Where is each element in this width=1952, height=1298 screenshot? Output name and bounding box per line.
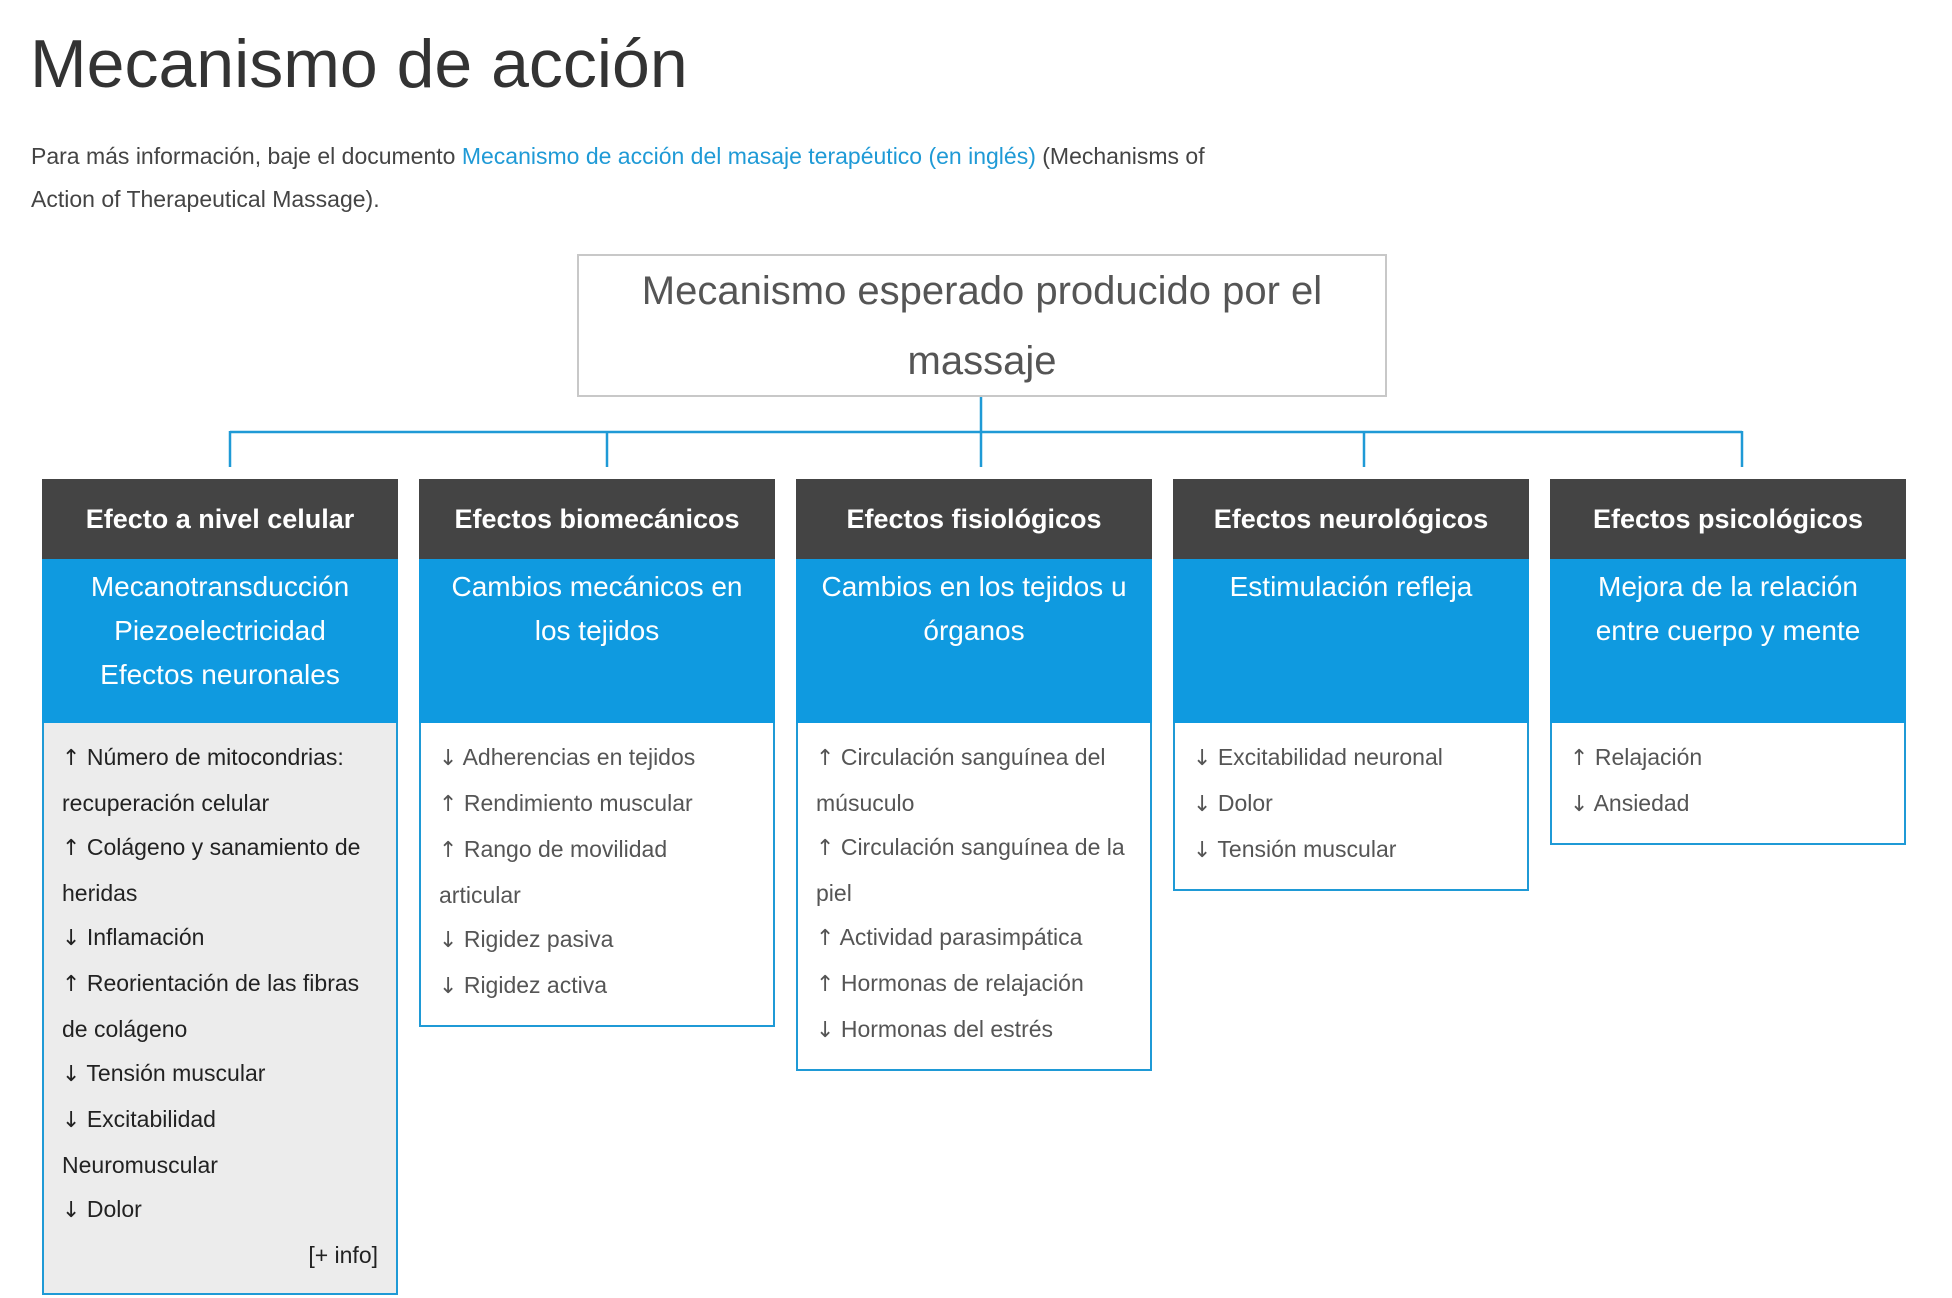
column-subtitle [1173,559,1529,723]
list-item-text: Número de mitocondrias: recuperación celular [62,744,344,816]
list-item-text: Excitabilidad Neuromuscular [62,1106,218,1178]
list-item [439,963,755,1009]
column-header: Efectos fisiológicos [796,479,1152,559]
list-item-text: Relajación [1594,744,1703,770]
list-item-text: Circulación sanguínea de la piel [816,834,1125,906]
subtitle-line: Estimulación refleja [1229,571,1473,602]
column-effects-list [42,723,398,1295]
list-item-text: Tensión muscular [86,1060,266,1086]
arrow-up-icon: ↑ [816,926,835,951]
list-item-text: Rigidez pasiva [463,926,614,952]
list-item [62,915,378,961]
subtitle-line: Mejora de la relación entre cuerpo y mente [1595,571,1861,646]
list-item-text: Tensión muscular [1217,836,1397,862]
arrow-down-icon: ↓ [1193,792,1212,817]
arrow-down-icon: ↓ [439,974,458,999]
column-subtitle [419,559,775,723]
arrow-up-icon: ↑ [439,792,458,817]
list-item [62,1097,378,1187]
arrow-up-icon: ↑ [62,836,81,861]
root-node [577,254,1387,397]
list-item [816,915,1132,961]
column-header: Efectos neurológicos [1173,479,1529,559]
arrow-up-icon: ↑ [62,746,81,771]
list-item [816,961,1132,1007]
list-item [62,1051,378,1097]
arrow-down-icon: ↓ [62,1108,81,1133]
list-item [1193,827,1509,873]
column-physiological [796,479,1152,1071]
list-item [1193,781,1509,827]
arrow-down-icon: ↓ [816,1018,835,1043]
list-item [1193,735,1509,781]
more-info-link[interactable]: [+ info] [308,1242,378,1268]
list-item [816,825,1132,915]
list-item [62,1187,378,1233]
list-item-text: Dolor [1217,790,1273,816]
list-item [1570,781,1886,827]
arrow-up-icon: ↑ [62,972,81,997]
list-item-text: Inflamación [86,924,205,950]
root-node-label: Mecanismo esperado producido por el massaje [641,268,1323,383]
intro-text-after: (Mechanisms of Action of Therapeutical Massage). [31,143,1205,212]
list-item [439,827,755,917]
arrow-down-icon: ↓ [1193,838,1212,863]
intro-paragraph [31,135,1261,221]
subtitle-line: Piezoelectricidad [114,615,326,646]
list-item-text: Hormonas de relajación [840,970,1084,996]
list-item-text: Rendimiento muscular [463,790,693,816]
column-subtitle [1550,559,1906,723]
subtitle-line: Cambios en los tejidos u órganos [821,571,1127,646]
subtitle-line: Efectos neuronales [100,659,340,690]
list-item-text: Hormonas del estrés [840,1016,1054,1042]
list-item [439,781,755,827]
list-item-text: Rigidez activa [463,972,608,998]
arrow-down-icon: ↓ [1193,746,1212,771]
arrow-up-icon: ↑ [1570,746,1589,771]
column-effects-list [1173,723,1529,891]
list-item-text: Adherencias en tejidos [462,744,696,770]
arrow-down-icon: ↓ [62,1198,81,1223]
arrow-down-icon: ↓ [62,926,81,951]
list-item [816,1007,1132,1053]
list-item-text: Circulación sanguínea del músuculo [816,744,1106,816]
document-download-link[interactable]: Mecanismo de acción del masaje terapéutico (en inglés) [461,143,1036,169]
list-item-text: Rango de movilidad articular [439,836,668,908]
column-neurological [1173,479,1529,891]
arrow-down-icon: ↓ [439,746,458,771]
column-header: Efectos biomecánicos [419,479,775,559]
list-item-text: Reorientación de las fibras de colágeno [62,970,360,1042]
arrow-up-icon: ↑ [439,838,458,863]
list-item [816,735,1132,825]
arrow-up-icon: ↑ [816,836,835,861]
subtitle-line: Cambios mecánicos en los tejidos [451,571,743,646]
list-item-text: Colágeno y sanamiento de heridas [62,834,361,906]
column-effects-list [796,723,1152,1071]
column-subtitle [796,559,1152,723]
list-item-text: Ansiedad [1593,790,1690,816]
intro-text-before: Para más información, baje el documento [31,143,462,169]
arrow-up-icon: ↑ [816,746,835,771]
list-item [62,735,378,825]
column-effects-list [419,723,775,1027]
list-item-text: Excitabilidad neuronal [1217,744,1443,770]
list-item [439,735,755,781]
arrow-down-icon: ↓ [1570,792,1589,817]
column-biomechanical [419,479,775,1027]
column-psychological [1550,479,1906,845]
column-header: Efecto a nivel celular [42,479,398,559]
column-cellular [42,479,398,1295]
list-item-text: Dolor [86,1196,142,1222]
list-item [439,917,755,963]
arrow-down-icon: ↓ [439,928,458,953]
arrow-up-icon: ↑ [816,972,835,997]
list-item-text: Actividad parasimpática [839,924,1083,950]
column-header: Efectos psicológicos [1550,479,1906,559]
subtitle-line: Mecanotransducción [90,571,350,602]
list-item [62,825,378,915]
page-title: Mecanismo de acción [30,26,688,102]
list-item [1570,735,1886,781]
arrow-down-icon: ↓ [62,1062,81,1087]
column-subtitle [42,559,398,723]
column-effects-list [1550,723,1906,845]
list-item [62,961,378,1051]
